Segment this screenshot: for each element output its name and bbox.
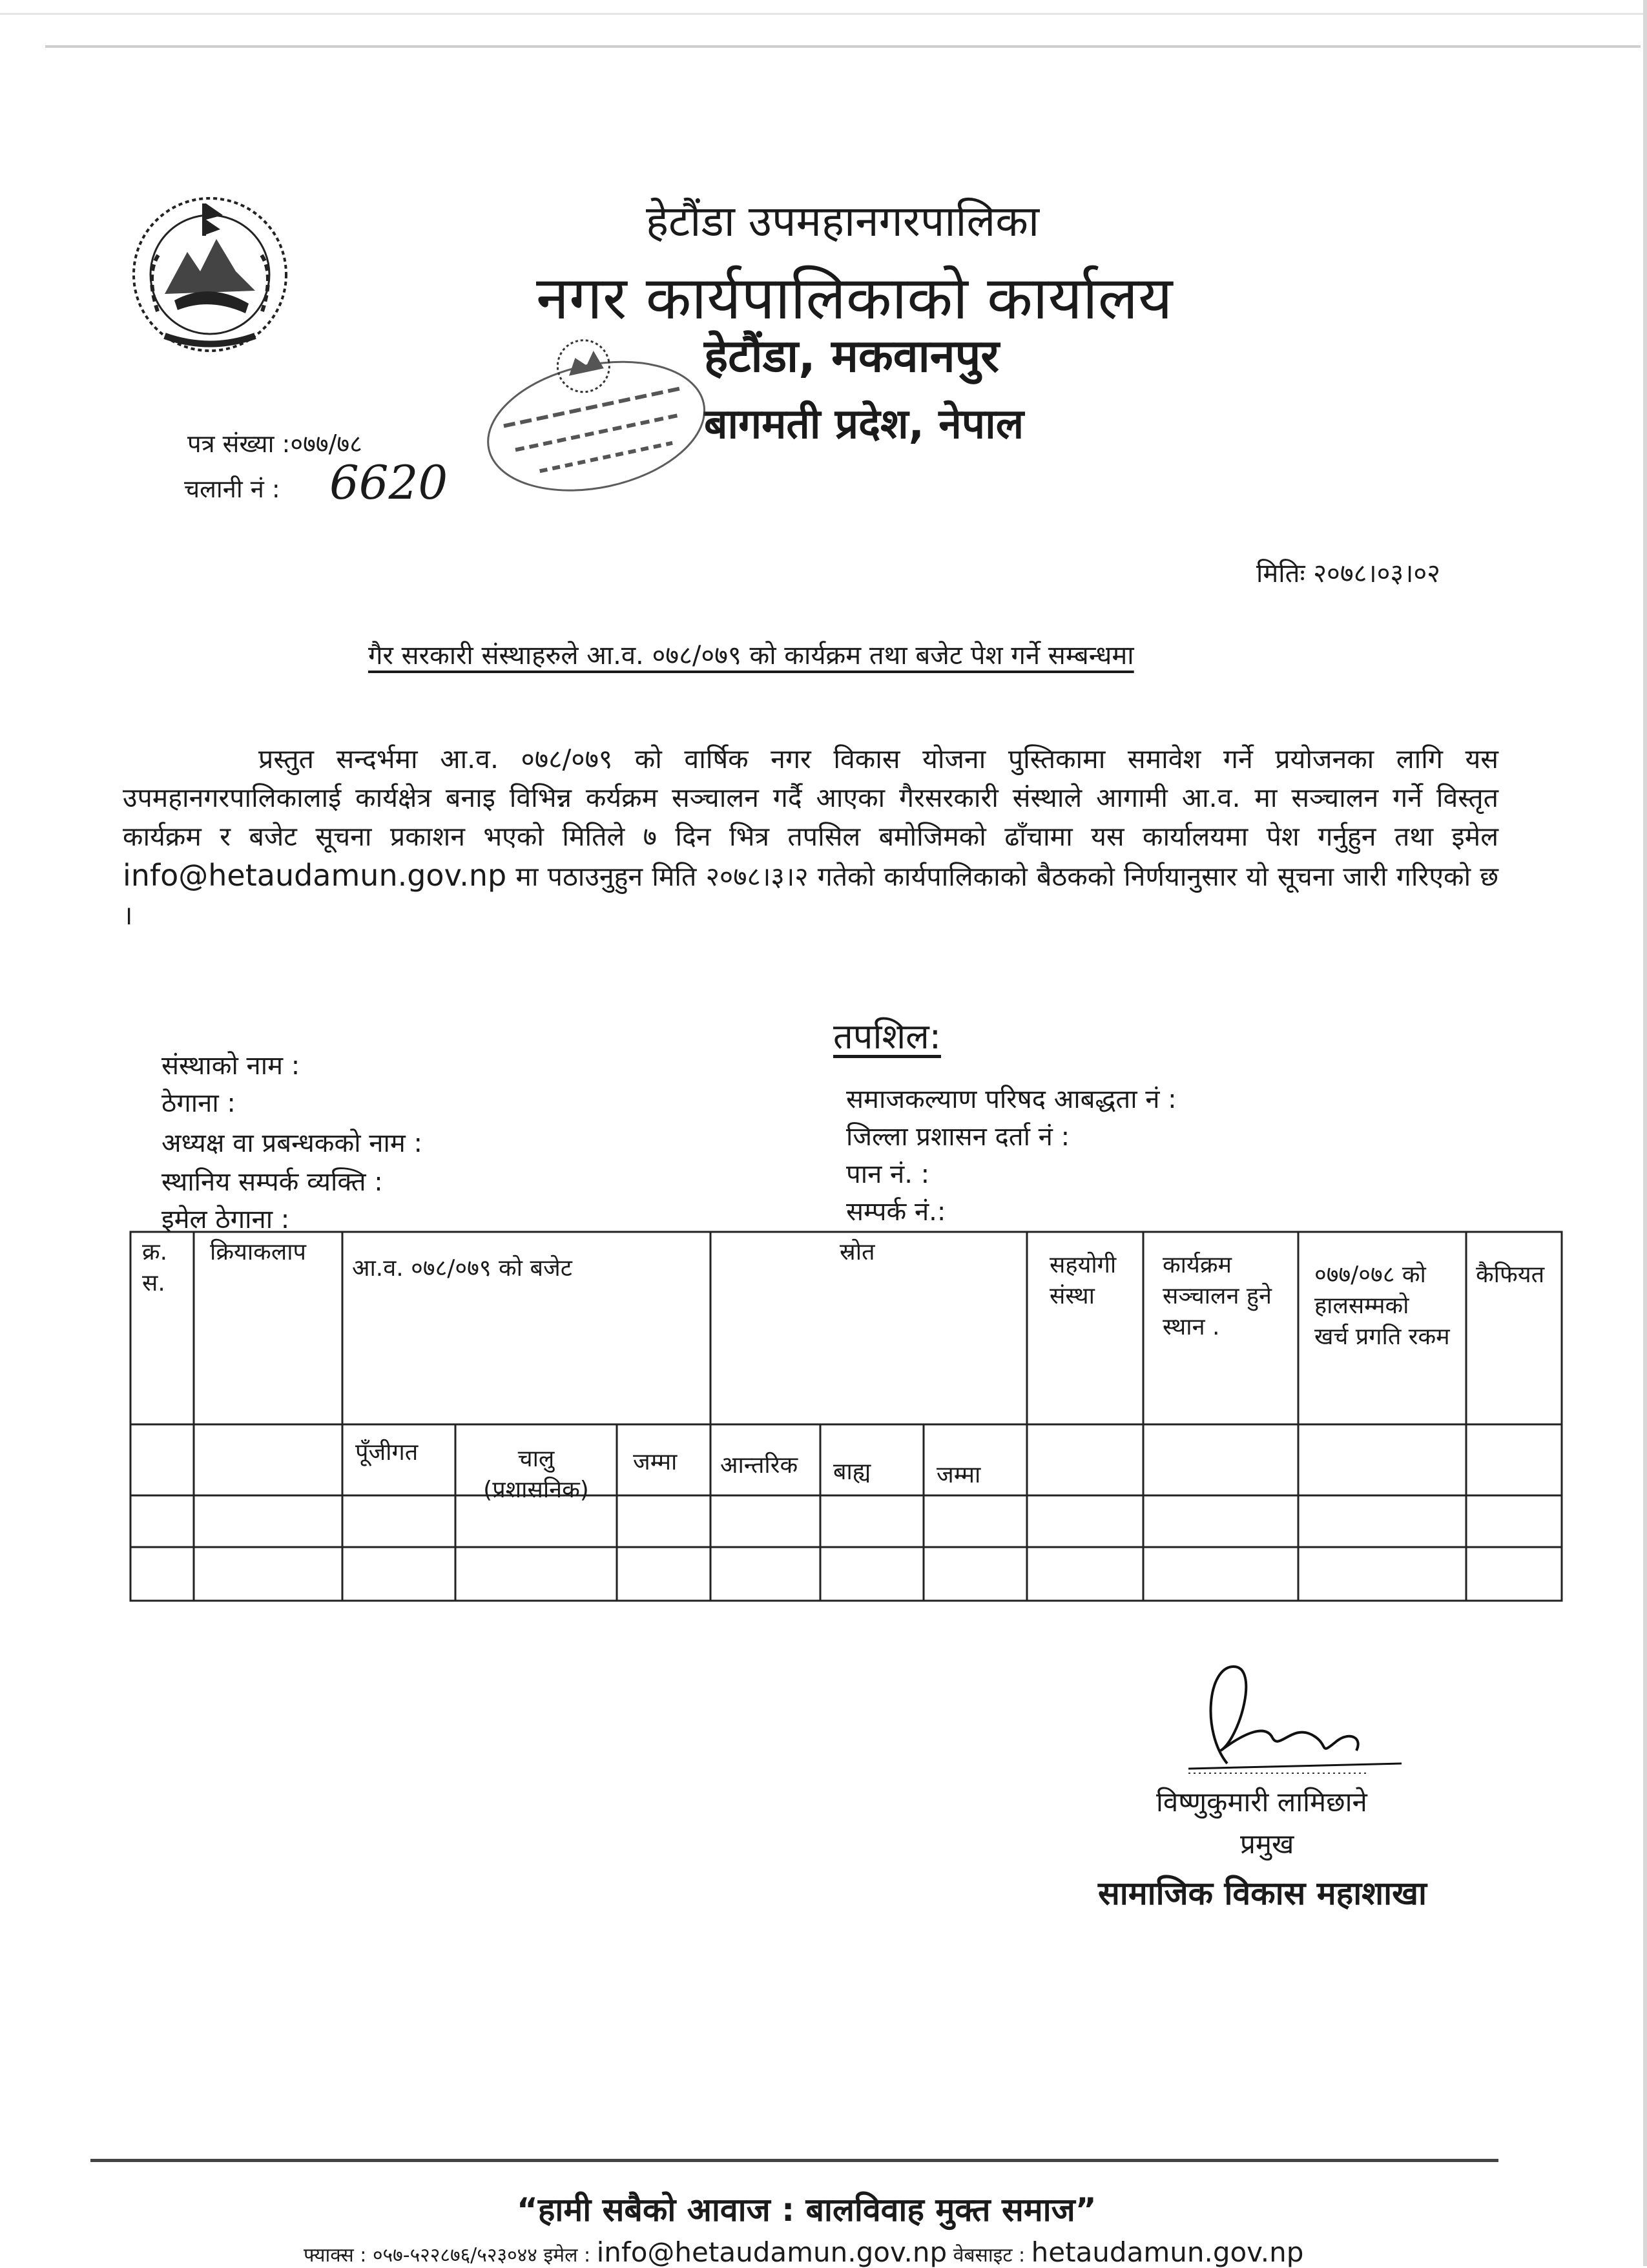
col-remarks: कैफियत xyxy=(1476,1262,1545,1288)
footer-divider xyxy=(90,2159,1498,2162)
field-pan: पान नं. : xyxy=(846,1160,930,1189)
field-district-registration: जिल्ला प्रशासन दर्ता नं : xyxy=(846,1122,1070,1152)
field-local-contact: स्थानिय सम्पर्क व्यक्ति : xyxy=(161,1167,383,1197)
col-expense: ०७७/०७८ को हालसम्मको खर्च प्रगति रकम xyxy=(1314,1262,1450,1350)
sub-capital: पूँजीगत xyxy=(355,1439,419,1466)
field-swc-affiliation: समाजकल्याण परिषद आबद्धता नं : xyxy=(846,1085,1177,1114)
field-chairperson: अध्यक्ष वा प्रबन्धकको नाम : xyxy=(161,1129,422,1158)
letter-number-value: ०७७/७८ xyxy=(290,430,362,458)
date-value: २०७८।०३।०२ xyxy=(1313,559,1440,588)
footer-website: hetaudamun.gov.np xyxy=(1031,2236,1304,2268)
sub-total-budget: जम्मा xyxy=(633,1449,678,1475)
footer-slogan: “हामी सबैको आवाज : बालविवाह मुक्त समाज” xyxy=(517,2191,1097,2229)
nepal-emblem-icon xyxy=(119,184,300,362)
letter-subject: गैर सरकारी संस्थाहरुले आ.व. ०७८/०७९ को कार्यक्रम तथा बजेट पेश गर्ने सम्बन्धमा xyxy=(368,641,1134,671)
dispatch-number-value: 6620 xyxy=(329,455,448,510)
col-source: स्रोत xyxy=(840,1239,875,1265)
col-serial: क्र. स. xyxy=(142,1239,168,1296)
body-paragraph xyxy=(123,740,1498,935)
municipality-name: हेटौंडा उपमहानगरपालिका xyxy=(646,196,1040,246)
field-org-name: संस्थाको नाम : xyxy=(161,1051,300,1081)
dispatch-number-label: चलानी नं : xyxy=(184,475,280,503)
signatory-name: विष्णुकुमारी लामिछाने xyxy=(1156,1786,1367,1818)
office-stamp-icon xyxy=(478,329,710,504)
sub-external: बाह्य xyxy=(833,1459,871,1485)
signatory-department: सामाजिक विकास महाशाखा xyxy=(1098,1875,1427,1912)
footer-email: info@hetaudamun.gov.np xyxy=(596,2236,948,2268)
field-address: ठेगाना : xyxy=(161,1088,236,1118)
col-partner: सहयोगी संस्था xyxy=(1050,1252,1117,1309)
footer-contact xyxy=(304,2236,1303,2268)
fax-label: फ्याक्स : xyxy=(304,2244,367,2267)
scan-edge-top xyxy=(0,13,1647,15)
body-email: info@hetaudamun.gov.np xyxy=(123,858,507,893)
signature-icon xyxy=(1163,1654,1408,1776)
letter-number-label: पत्र संख्या : xyxy=(187,430,291,458)
col-budget: आ.व. ०७८/०७९ को बजेट xyxy=(352,1255,572,1282)
office-location: हेटौंडा, मकवानपुर xyxy=(704,329,1000,382)
scan-edge-line xyxy=(45,45,1641,48)
office-province: बागमती प्रदेश, नेपाल xyxy=(704,401,1024,448)
field-email: इमेल ठेगाना : xyxy=(161,1205,290,1234)
office-title: नगर कार्यपालिकाको कार्यालय xyxy=(536,264,1173,333)
body-text-before: प्रस्तुत सन्दर्भमा आ.व. ०७८/०७९ को वार्षिक नगर विकास योजना पुस्तिकामा समावेश गर्ने प्रयोजनका लागि यस उपमहानगरपालिकालाई कार्यक्षेत्र बनाइ विभिन्न कर्यक्रम सञ्चालन गर्दै आएका गैरसरकारी संस्थाले आगामी आ.व. मा सञ्चालन गर्ने विस्तृत कार्यक्रम र बजेट सूचना प्रकाशन भएको मितिले ७ दिन भित्र तपसिल बमोजिमको ढाँचामा यस कार्यालयमा पेश गर्नुहुन तथा इमेल xyxy=(123,744,1498,852)
sub-total-source: जम्मा xyxy=(937,1462,981,1488)
fax-number: ०५७-५२२८७६/५२३०४४ xyxy=(372,2244,537,2267)
budget-table xyxy=(129,1231,1563,1602)
sub-current: चालु (प्रशासनिक) xyxy=(483,1446,589,1503)
sub-internal: आन्तरिक xyxy=(720,1452,798,1479)
date-label: मितिः xyxy=(1256,559,1305,588)
signatory-post: प्रमुख xyxy=(1240,1828,1294,1860)
website-label: वेबसाइट : xyxy=(953,2244,1026,2267)
letter-date xyxy=(1256,554,1440,590)
col-location: कार्यक्रम सञ्चालन हुने स्थान . xyxy=(1163,1252,1272,1340)
field-contact-number: सम्पर्क नं.: xyxy=(846,1197,946,1227)
details-heading: तपशिल: xyxy=(833,1016,941,1057)
col-activity: क्रियाकलाप xyxy=(210,1239,307,1265)
email-label: इमेल : xyxy=(543,2244,591,2267)
scan-edge-right xyxy=(1643,0,1647,2266)
body-text-after: मा पठाउनुहुन मिति २०७८।३।२ गतेको कार्यपालिकाको बैठकको निर्णयानुसार यो सूचना जारी गरिएको छ । xyxy=(123,861,1498,931)
